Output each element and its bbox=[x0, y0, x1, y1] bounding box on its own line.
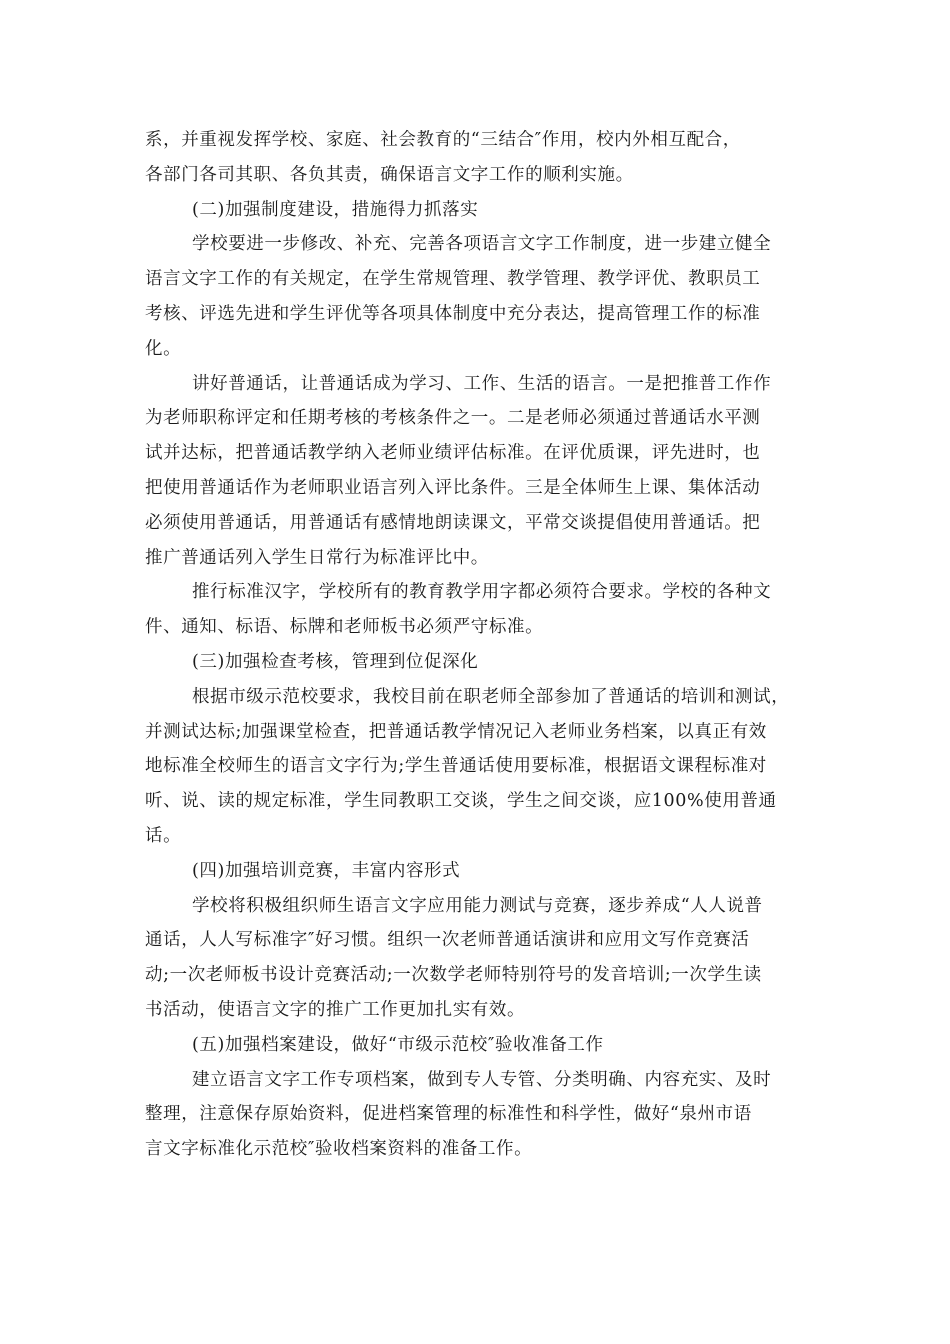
text-line: 系，并重视发挥学校、家庭、社会教育的“三结合″作用，校内外相互配合， bbox=[145, 130, 741, 150]
document-body bbox=[145, 123, 825, 1167]
text-line: 语言文字工作的有关规定，在学生常规管理、教学管理、教学评优、教职员工 bbox=[145, 269, 761, 290]
text-line: 考核、评选先进和学生评优等各项具体制度中充分表达，提高管理工作的标准 bbox=[145, 303, 761, 324]
text-line: 学校将积极组织师生语言文字应用能力测试与竞赛，逐步养成“人人说普 bbox=[192, 895, 763, 916]
text-line: 为老师职称评定和任期考核的考核条件之一。二是老师必须通过普通话水平测 bbox=[145, 408, 761, 429]
text-line: (五)加强档案建设，做好“市级示范校″验收准备工作 bbox=[192, 1034, 604, 1055]
text-line: 件、通知、标语、标牌和老师板书必须严守标准。 bbox=[145, 617, 544, 638]
text-line: 必须使用普通话，用普通话有感情地朗读课文，平常交谈提倡使用普通话。把 bbox=[145, 512, 761, 533]
text-line: 动;一次老师板书设计竞赛活动;一次数学老师特别符号的发音培训;一次学生读 bbox=[145, 965, 762, 986]
text-line: 化。 bbox=[145, 338, 182, 359]
text-line: 整理，注意保存原始资料，促进档案管理的标准性和科学性，做好“泉州市语 bbox=[145, 1104, 752, 1125]
text-line: 学校要进一步修改、补充、完善各项语言文字工作制度，进一步建立健全 bbox=[192, 234, 772, 255]
text-line: 把使用普通话作为老师职业语言列入评比条件。三是全体师生上课、集体活动 bbox=[145, 477, 761, 498]
text-line: 各部门各司其职、各负其责，确保语言文字工作的顺利实施。 bbox=[145, 164, 634, 185]
text-line: (四)加强培训竞赛，丰富内容形式 bbox=[192, 860, 461, 881]
text-line: 推行标准汉字，学校所有的教育教学用字都必须符合要求。学校的各种文 bbox=[192, 582, 772, 603]
text-line: 地标准全校师生的语言文字行为;学生普通话使用要标准，根据语文课程标准对 bbox=[145, 756, 767, 777]
text-line: 话。 bbox=[145, 825, 182, 846]
text-line: 试并达标，把普通话教学纳入老师业绩评估标准。在评优质课，评先进时，也 bbox=[145, 443, 761, 464]
text-line: (二)加强制度建设，措施得力抓落实 bbox=[192, 199, 479, 220]
text-line: 言文字标准化示范校″验收档案资料的准备工作。 bbox=[145, 1139, 533, 1160]
text-line: 根据市级示范校要求，我校目前在职老师全部参加了普通话的培训和测试， bbox=[192, 686, 790, 707]
text-line: 推广普通话列入学生日常行为标准评比中。 bbox=[145, 547, 489, 568]
text-line: 通话，人人写标准字″好习惯。组织一次老师普通话演讲和应用文写作竞赛活 bbox=[145, 930, 750, 951]
text-line: 并测试达标;加强课堂检查，把普通话教学情况记入老师业务档案，以真正有效 bbox=[145, 721, 767, 742]
text-line: (三)加强检查考核，管理到位促深化 bbox=[192, 651, 479, 672]
text-line: 听、说、读的规定标准，学生同教职工交谈，学生之间交谈，应100%使用普通 bbox=[145, 791, 777, 812]
text-line: 书活动，使语言文字的推广工作更加扎实有效。 bbox=[145, 999, 526, 1020]
text-line: 建立语言文字工作专项档案，做到专人专管、分类明确、内容充实、及时 bbox=[192, 1069, 772, 1090]
text-line: 讲好普通话，让普通话成为学习、工作、生活的语言。一是把推普工作作 bbox=[192, 373, 772, 394]
